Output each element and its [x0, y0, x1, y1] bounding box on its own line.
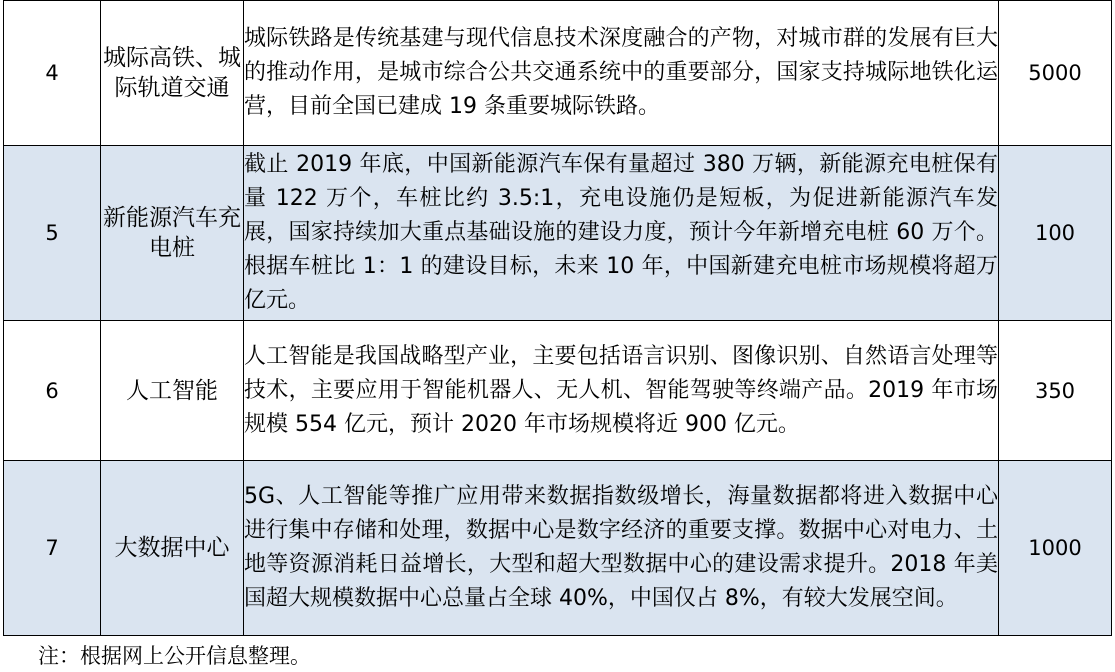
- row-number: 6: [4, 321, 101, 461]
- sector-value: 350: [999, 321, 1112, 461]
- table-row: [4, 146, 1112, 321]
- sector-name: 城际高铁、城际轨道交通: [101, 1, 244, 146]
- infrastructure-table: [3, 0, 1112, 636]
- sector-name: 新能源汽车充电桩: [101, 146, 244, 321]
- sector-name: 人工智能: [101, 321, 244, 461]
- row-number: 4: [4, 1, 101, 146]
- sector-description: 人工智能是我国战略型产业，主要包括语言识别、图像识别、自然语言处理等技术，主要应用于智能机器人、无人机、智能驾驶等终端产品。2019 年市场规模 554 亿元，预计 2020 年市场规模将近 900 亿元。: [244, 321, 999, 461]
- sector-value: 100: [999, 146, 1112, 321]
- table-row: [4, 1, 1112, 146]
- table-footnote: 注：根据网上公开信息整理。: [38, 644, 311, 668]
- table-row: [4, 321, 1112, 461]
- sector-description: 5G、人工智能等推广应用带来数据指数级增长，海量数据都将进入数据中心进行集中存储和处理，数据中心是数字经济的重要支撑。数据中心对电力、土地等资源消耗日益增长，大型和超大型数据中心的建设需求提升。2018 年美国超大规模数据中心总量占全球 40%，中国仅占 8%，有较大发展空间。: [244, 461, 999, 636]
- sector-value: 5000: [999, 1, 1112, 146]
- row-number: 5: [4, 146, 101, 321]
- sector-description: 截止 2019 年底，中国新能源汽车保有量超过 380 万辆，新能源充电桩保有量 122 万个，车桩比约 3.5:1，充电设施仍是短板，为促进新能源汽车发展，国家持续加大重点基础设施的建设力度，预计今年新增充电桩 60 万个。根据车桩比 1：1 的建设目标，未来 10 年，中国新建充电桩市场规模将超万亿元。: [244, 146, 999, 321]
- sector-name: 大数据中心: [101, 461, 244, 636]
- sector-value: 1000: [999, 461, 1112, 636]
- table-row: [4, 461, 1112, 636]
- sector-description: 城际铁路是传统基建与现代信息技术深度融合的产物，对城市群的发展有巨大的推动作用，是城市综合公共交通系统中的重要部分，国家支持城际地铁化运营，目前全国已建成 19 条重要城际铁路。: [244, 1, 999, 146]
- row-number: 7: [4, 461, 101, 636]
